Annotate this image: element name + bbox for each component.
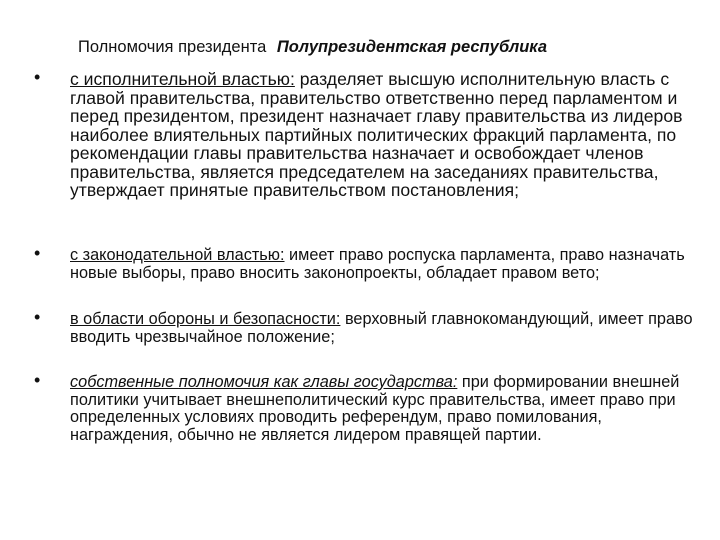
bullet-item-legislative (34, 243, 700, 282)
bullet-icon: • (34, 307, 41, 327)
bullet-icon: • (34, 243, 41, 263)
bullet-item-head-of-state (34, 370, 700, 444)
slide-title (78, 38, 547, 57)
bullet-label: с законодательной властью: (70, 246, 285, 264)
bullet-label: собственные полномочия как главы государства: (70, 373, 458, 391)
bullet-icon: • (34, 370, 41, 390)
bullet-text: при формировании внешней политики учитывает внешнеполитический курс правительства, имеет право при определенных условиях проводить референдум, право помилования, награждения, обычно не является лидером правящей партии. (70, 373, 680, 444)
bullet-text: верховный главнокомандующий, имеет право вводить чрезвычайное положение; (70, 310, 693, 346)
bullet-icon: • (34, 67, 41, 87)
title-text: Полномочия президента (78, 38, 267, 56)
title-subtitle: Полупрезидентская республика (276, 38, 548, 56)
bullet-text: разделяет высшую исполнительную власть с главой правительства, правительство ответственно перед парламентом и перед президентом, президент назначает главу правительства из лидеров наиболее влиятельных партийных политических фракций парламента, по рекомендации главы правительства назначает и освобождает членов правительства, является председателем на заседаниях правительства, утверждает принятые правительством постановления; (70, 69, 683, 200)
bullet-item-defense (34, 307, 700, 346)
bullet-label: с исполнительной властью: (70, 69, 295, 89)
bullet-text: имеет право роспуска парламента, право назначать новые выборы, право вносить законопроекты, обладает правом вето; (70, 246, 685, 282)
bullet-label: в области обороны и безопасности: (70, 310, 341, 328)
bullet-item-executive (34, 67, 700, 201)
